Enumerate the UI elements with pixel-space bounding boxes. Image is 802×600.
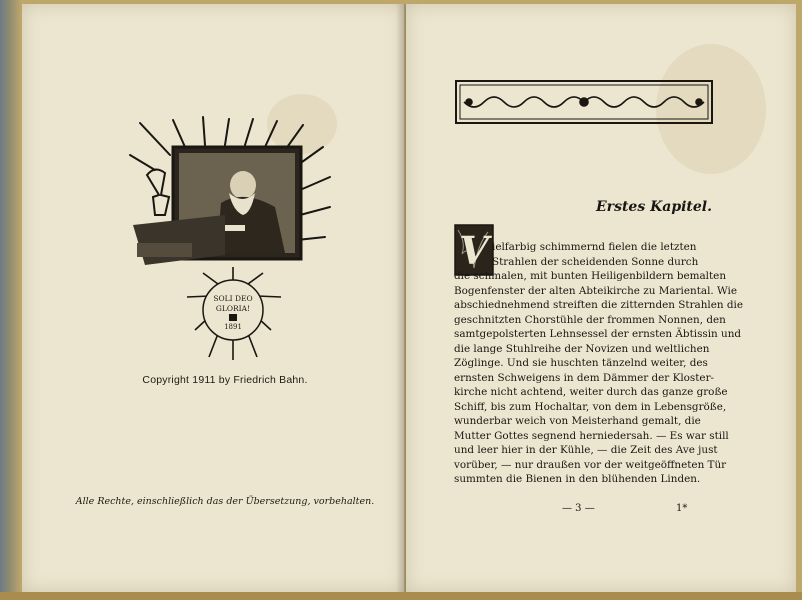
text-line: abschiednehmend streiften die zitternden Strahlen die — [454, 299, 744, 311]
chapter-title: Erstes Kapitel. — [596, 199, 712, 215]
frontispiece-illustration — [125, 115, 335, 370]
medallion-line-1: SOLI DEO — [213, 294, 253, 303]
text-line: die schmalen, mit bunten Heiligenbildern bemalten — [454, 270, 727, 282]
ornament-scrollwork-icon — [464, 97, 704, 107]
medallion-line-2: GLORIA! — [215, 304, 251, 313]
text-line: die lange Stuhlreihe der Novizen und weltlichen — [454, 342, 710, 355]
text-line: Bogenfenster der alten Abteikirche zu Mariental. Wie — [454, 284, 737, 297]
books-stack — [137, 243, 192, 257]
rights-notice: Alle Rechte, einschließlich das der Übersetzung, vorbehalten. — [75, 496, 375, 507]
text-line: Mutter Gottes segnend herniedersah. — Es war still — [454, 429, 729, 442]
text-line: vorüber, — nur draußen vor der weitgeöffneten Tür — [454, 458, 727, 471]
text-line: Zöglinge. Und sie huschten tänzelnd weiter, des — [454, 357, 708, 369]
book-cover-edge — [0, 0, 22, 600]
text-line: Schiff, bis zum Hochaltar, von dem in Lebensgröße, — [454, 400, 727, 413]
signature-mark: 1* — [676, 503, 688, 514]
text-line: und leer hier in der Kühle, — die Zeit des Ave just — [454, 444, 718, 456]
drop-cap-letter: V — [459, 228, 489, 273]
text-line: kirche nicht achtend, weiter durch das ganze große — [454, 386, 728, 398]
text-line: summten die Bienen in den blühenden Linden. — [454, 473, 701, 485]
text-line: wunderbar weich von Meisterhand gemalt, die — [454, 415, 701, 427]
chapter-body — [454, 240, 744, 487]
header-ornament — [455, 80, 713, 124]
page-number: — 3 — — [562, 503, 595, 514]
book-bottom-edge — [0, 592, 802, 600]
medallion-line-3: 1891 — [224, 323, 242, 331]
scholar-head — [230, 171, 256, 199]
text-line: ernsten Schweigens in dem Dämmer der Kloster- — [454, 371, 715, 384]
lamp-icon — [147, 169, 169, 215]
text-line: ielfarbig schimmernd fielen die letzten — [492, 241, 697, 253]
copyright-line: Copyright 1911 by Friedrich Bahn. — [142, 374, 308, 386]
text-line: geschnitzten Chorstühle der frommen Nonnen, den — [454, 313, 726, 326]
monogram-icon — [229, 314, 237, 321]
text-line: samtgepolsterten Lehnsessel der ernsten Äbtissin und — [454, 328, 742, 340]
text-line: Strahlen der scheidenden Sonne durch — [492, 255, 699, 268]
